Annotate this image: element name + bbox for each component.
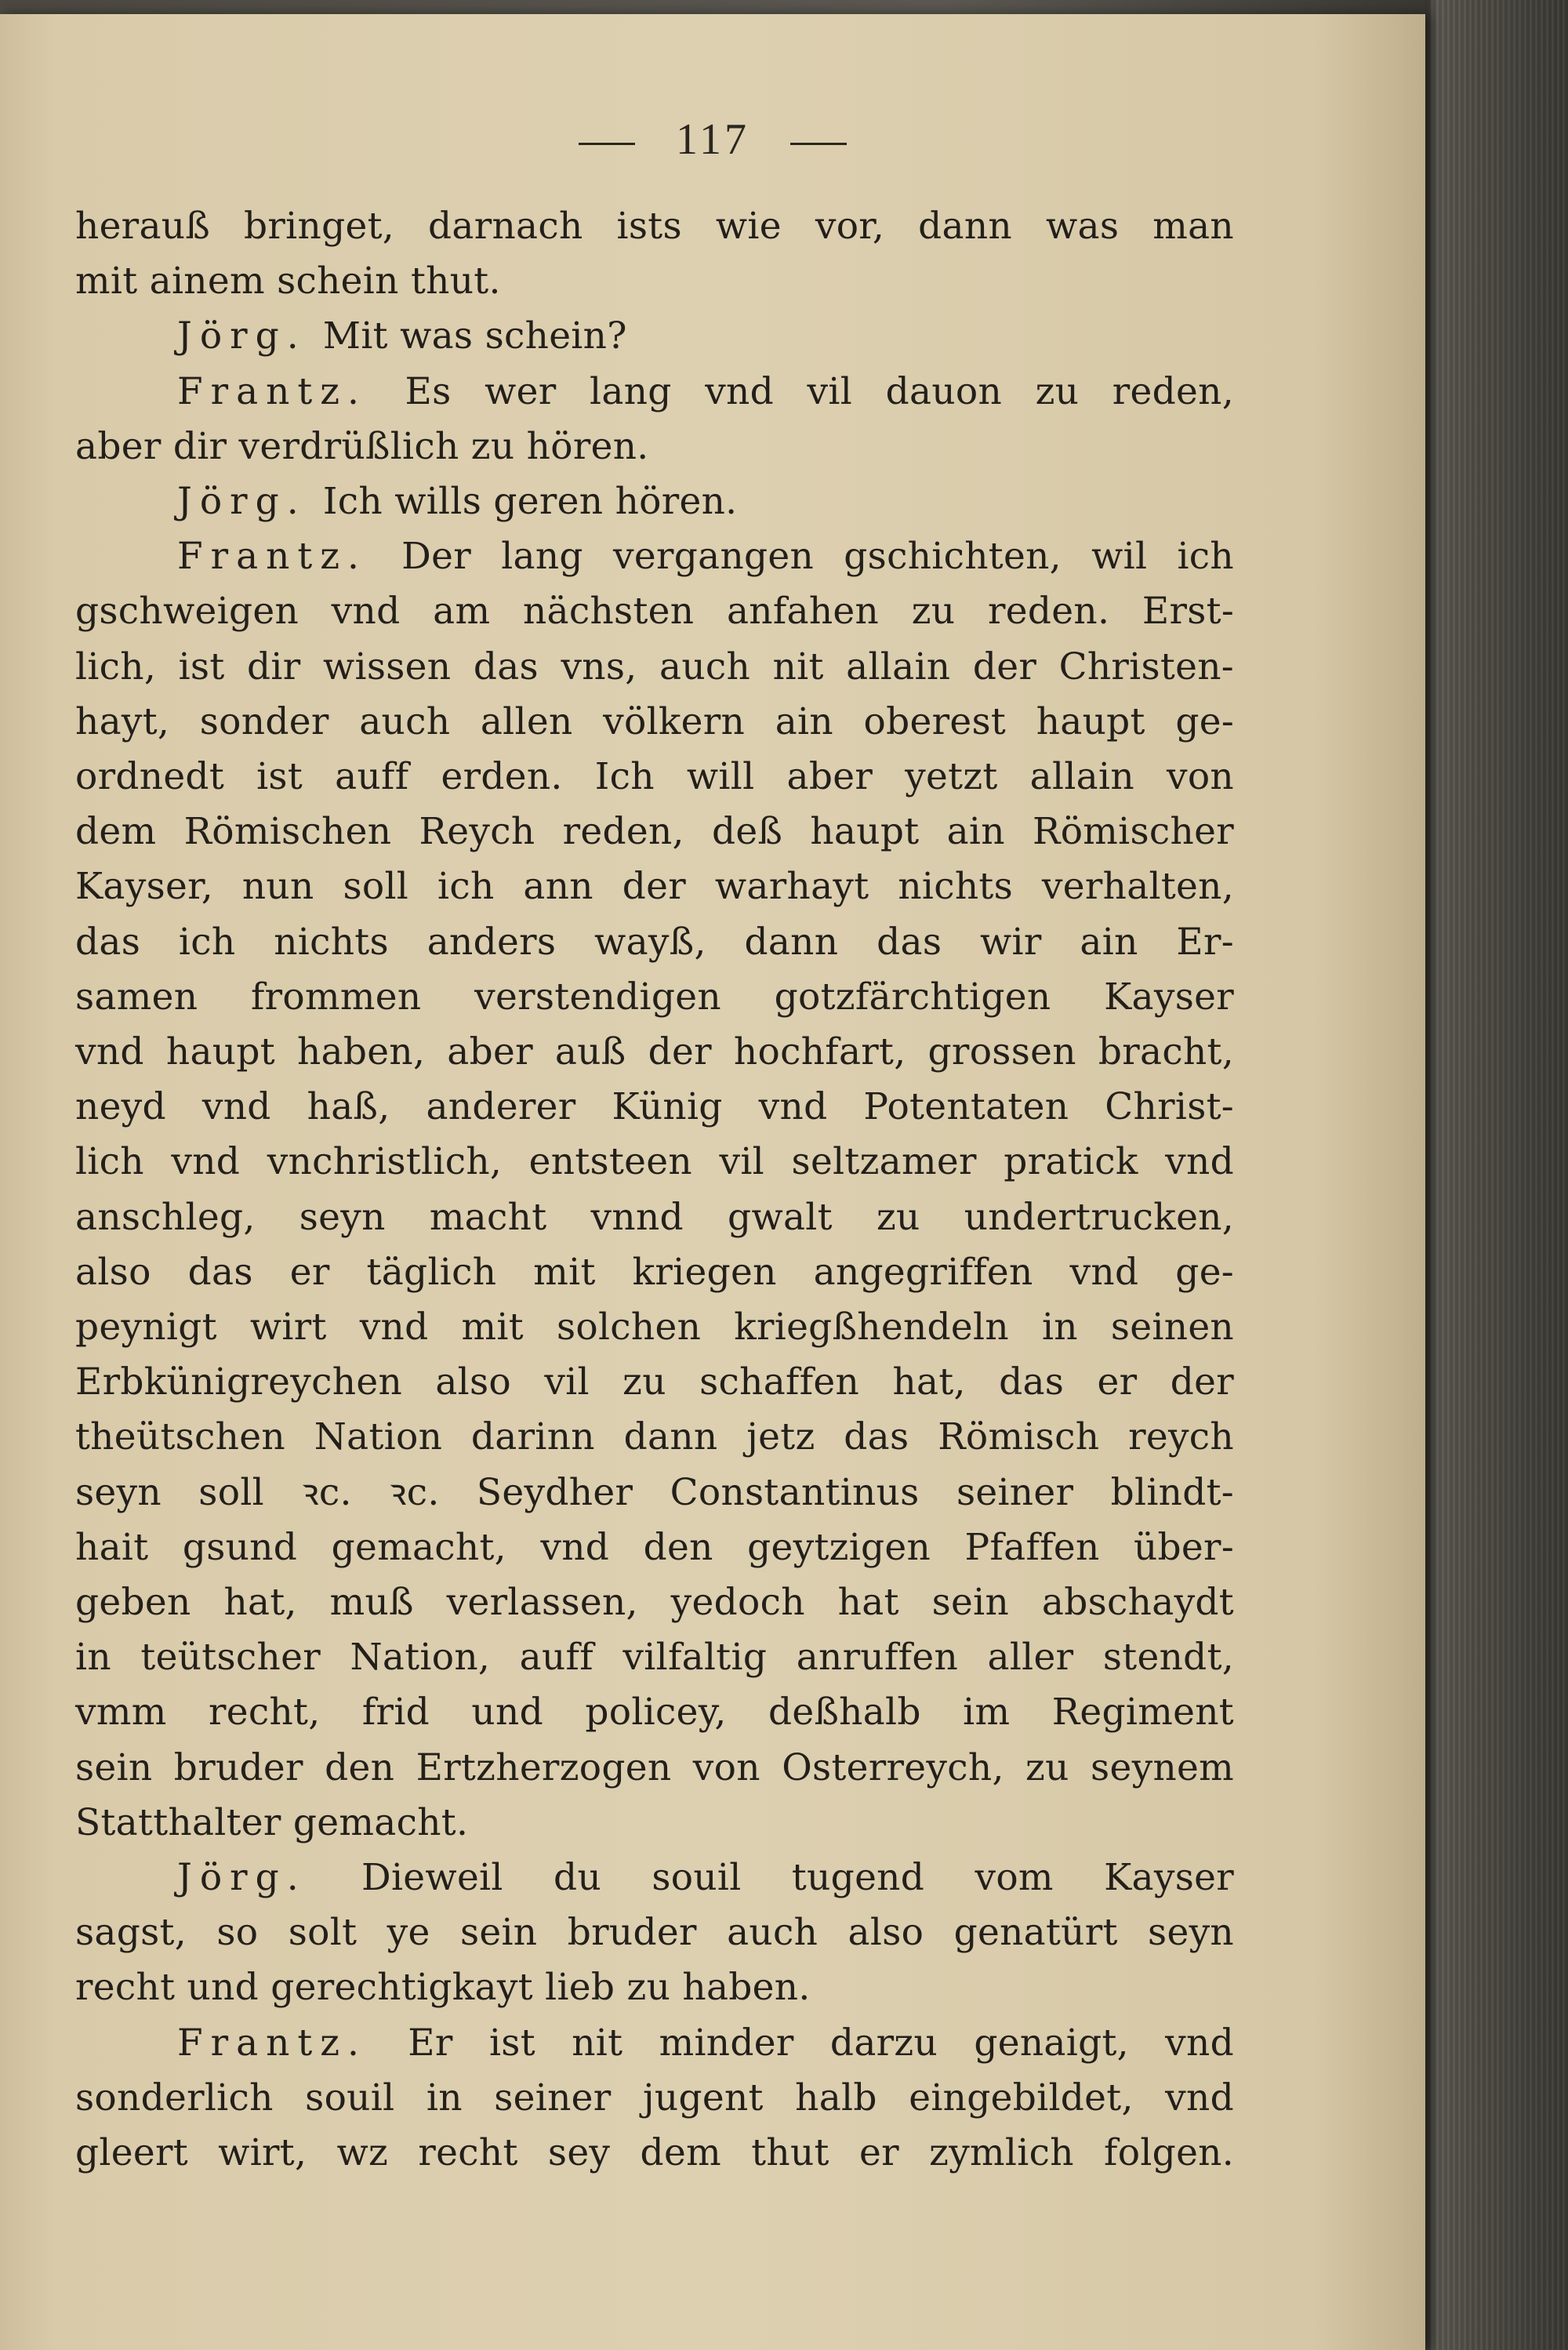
line-text: Dieweil du souil tugend vom Kayser xyxy=(361,1856,1234,1899)
line-text: hait gsund gemacht, vnd den geytzigen Pfaffen über- xyxy=(75,1526,1234,1569)
line-text: Er ist nit minder darzu genaigt, vnd xyxy=(408,2021,1234,2065)
text-line xyxy=(75,970,1234,1025)
line-text: anschleg, seyn macht vnnd gwalt zu undertrucken, xyxy=(75,1196,1234,1239)
line-text: theütschen Nation darinn dann jetz das Römisch reych xyxy=(75,1415,1234,1458)
text-line xyxy=(75,695,1234,750)
dialogue-line xyxy=(75,309,1234,364)
line-text: gschweigen vnd am nächsten anfahen zu reden. Erst- xyxy=(75,590,1234,633)
text-line xyxy=(75,1135,1234,1190)
line-text: mit ainem schein thut. xyxy=(75,260,501,303)
text-line xyxy=(75,1245,1234,1300)
book-page xyxy=(0,14,1425,2350)
text-line xyxy=(75,254,1234,309)
text-line xyxy=(75,1575,1234,1630)
text-line xyxy=(75,859,1234,914)
line-text: sonderlich souil in seiner jugent halb eingebildet, vnd xyxy=(75,2076,1234,2119)
line-text: Es wer lang vnd vil dauon zu reden, xyxy=(405,370,1234,413)
line-text: ordnedt ist auff erden. Ich will aber yetzt allain von xyxy=(75,755,1234,798)
line-text: peynigt wirt vnd mit solchen kriegßhendeln in seinen xyxy=(75,1306,1234,1349)
speaker-name: Jörg. xyxy=(177,480,307,523)
dialogue-line xyxy=(75,2016,1234,2071)
line-text: dem Römischen Reych reden, deß haupt ain Römischer xyxy=(75,810,1234,853)
line-text: Mit was schein? xyxy=(322,314,627,358)
text-line xyxy=(75,1466,1234,1520)
line-text: Erbkünigreychen also vil zu schaffen hat, das er der xyxy=(75,1360,1234,1404)
book-binding xyxy=(1425,0,1568,2350)
speaker-name: Jörg. xyxy=(177,1856,307,1899)
line-text: lich, ist dir wissen das vns, auch nit allain der Christen- xyxy=(75,645,1234,688)
dialogue-line xyxy=(75,474,1234,529)
line-text: geben hat, muß verlassen, yedoch hat sein abschaydt xyxy=(75,1581,1234,1624)
text-line xyxy=(75,1080,1234,1135)
text-line xyxy=(75,584,1234,639)
page-number: 117 xyxy=(676,115,750,164)
line-text: vnd haupt haben, aber auß der hochfart, grossen bracht, xyxy=(75,1030,1234,1073)
line-text: seyn soll ꝛc. ꝛc. Seydher Constantinus seiner blindt- xyxy=(75,1471,1234,1514)
line-text: aber dir verdrüßlich zu hören. xyxy=(75,425,649,468)
line-text: neyd vnd haß, anderer Künig vnd Potentaten Christ- xyxy=(75,1085,1234,1128)
dialogue-line xyxy=(75,529,1234,584)
line-text: Statthalter gemacht. xyxy=(75,1801,469,1844)
line-text: sagst, so solt ye sein bruder auch also genatürt seyn xyxy=(75,1911,1234,1954)
text-line xyxy=(75,1355,1234,1410)
binding-shadow xyxy=(1425,0,1436,2350)
line-text: in teütscher Nation, auff vilfaltig anruffen aller stendt, xyxy=(75,1636,1234,1679)
text-line xyxy=(75,750,1234,805)
line-text: herauß bringet, darnach ists wie vor, dann was man xyxy=(75,205,1234,248)
text-line xyxy=(75,915,1234,970)
text-line xyxy=(75,1905,1234,1960)
text-line xyxy=(75,1741,1234,1796)
line-text: sein bruder den Ertzherzogen von Osterreych, zu seynem xyxy=(75,1746,1234,1789)
dialogue-line xyxy=(75,1851,1234,1905)
line-text: samen frommen verstendigen gotzfärchtigen Kayser xyxy=(75,975,1234,1019)
line-text: Kayser, nun soll ich ann der warhayt nichts verhalten, xyxy=(75,865,1234,908)
text-line xyxy=(75,1685,1234,1740)
text-line xyxy=(75,1796,1234,1851)
text-line xyxy=(75,2071,1234,2126)
line-text: Der lang vergangen gschichten, wil ich xyxy=(401,535,1234,578)
text-line xyxy=(75,199,1234,254)
speaker-name: Frantz. xyxy=(177,535,367,578)
line-text: lich vnd vnchristlich, entsteen vil seltzamer pratick vnd xyxy=(75,1140,1234,1183)
line-text: vmm recht, frid und policey, deßhalb im Regiment xyxy=(75,1691,1234,1734)
line-text: recht und gerechtigkayt lieb zu haben. xyxy=(75,1966,811,2009)
line-text: hayt, sonder auch allen völkern ain oberest haupt ge- xyxy=(75,700,1234,743)
line-text: gleert wirt, wz recht sey dem thut er zymlich folgen. xyxy=(75,2131,1234,2174)
text-line xyxy=(75,640,1234,695)
text-line xyxy=(75,1960,1234,2015)
text-line xyxy=(75,1410,1234,1465)
text-line xyxy=(75,1025,1234,1080)
text-line xyxy=(75,805,1234,859)
speaker-name: Jörg. xyxy=(177,314,307,358)
text-line xyxy=(75,1520,1234,1575)
line-text: also das er täglich mit kriegen angegriffen vnd ge- xyxy=(75,1251,1234,1294)
line-text: das ich nichts anders wayß, dann das wir ain Er- xyxy=(75,921,1234,964)
dialogue-line xyxy=(75,365,1234,420)
text-line xyxy=(75,1630,1234,1685)
text-line xyxy=(75,1300,1234,1355)
text-line xyxy=(75,1190,1234,1245)
speaker-name: Frantz. xyxy=(177,2021,367,2065)
text-line xyxy=(75,2126,1234,2181)
line-text: Ich wills geren hören. xyxy=(322,480,738,523)
page-body xyxy=(75,14,1234,2350)
text-line xyxy=(75,420,1234,474)
speaker-name: Frantz. xyxy=(177,370,367,413)
